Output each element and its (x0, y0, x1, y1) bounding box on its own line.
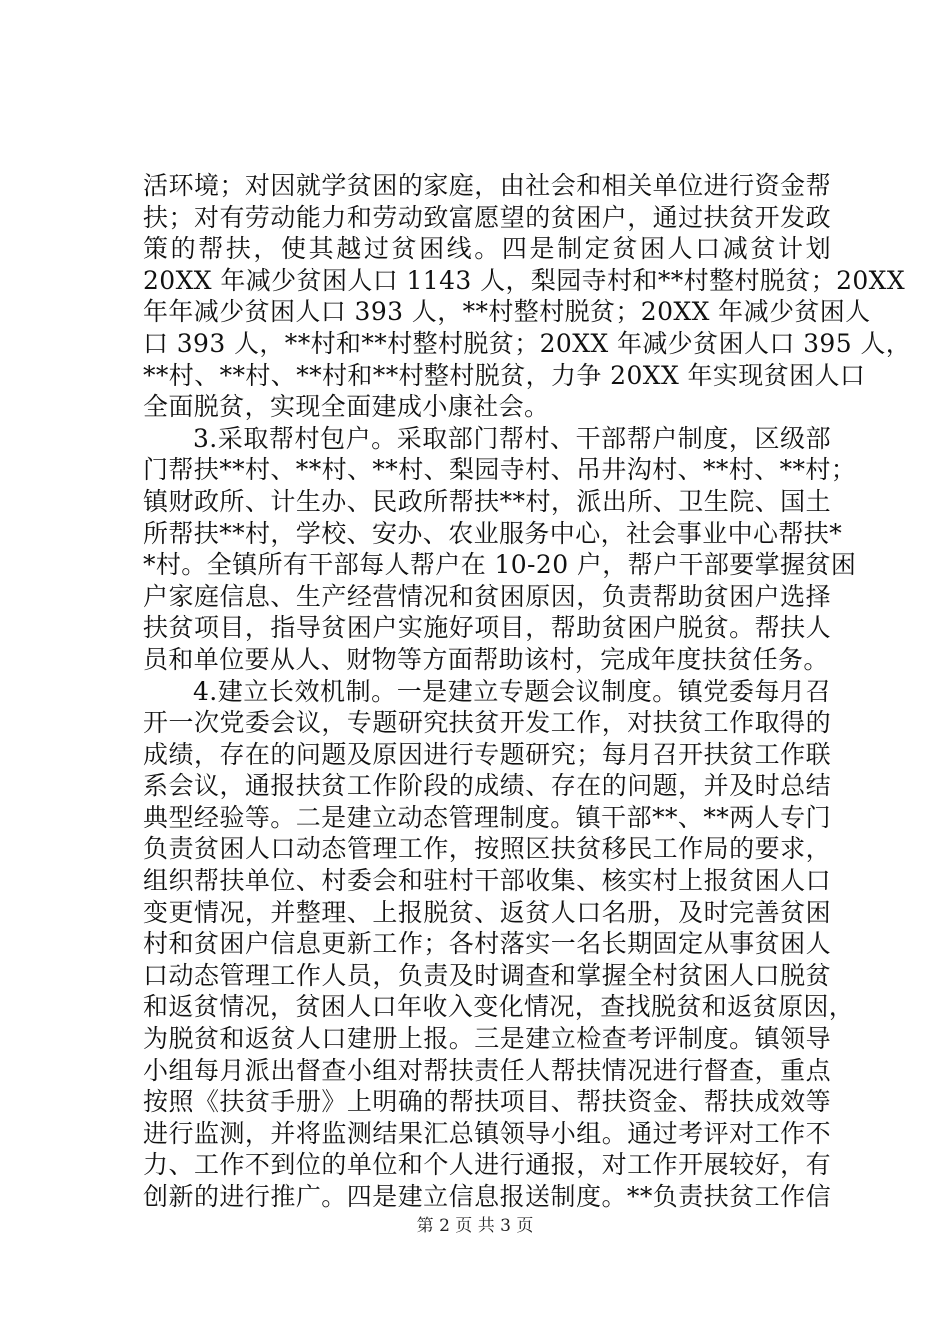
text-line: 镇财政所、计生办、民政所帮扶**村，派出所、卫生院、国土 (143, 486, 831, 516)
text-line: 组织帮扶单位、村委会和驻村干部收集、核实村上报贫困人口 (143, 866, 831, 896)
text-line: 变更情况，并整理、上报脱贫、返贫人口名册，及时完善贫困 (143, 897, 831, 927)
text-line: 典型经验等。二是建立动态管理制度。镇干部**、**两人专门 (143, 802, 831, 832)
text-line: 口动态管理工作人员，负责及时调查和掌握全村贫困人口脱贫 (143, 960, 831, 990)
text-line: 年年减少贫困人口 393 人，**村整村脱贫；20XX 年减少贫困人 (143, 297, 871, 327)
text-line: 3.采取帮村包户。采取部门帮村、干部帮户制度，区级部 (193, 423, 831, 453)
text-line: 扶贫项目，指导贫困户实施好项目，帮助贫困户脱贫。帮扶人 (143, 613, 831, 643)
text-line: 和返贫情况，贫困人口年收入变化情况，查找脱贫和返贫原因， (143, 992, 855, 1022)
text-line: 所帮扶**村，学校、安办、农业服务中心，社会事业中心帮扶* (143, 518, 843, 548)
text-line: 为脱贫和返贫人口建册上报。三是建立检查考评制度。镇领导 (143, 1024, 831, 1054)
document-body (143, 170, 912, 1213)
text-line: 小组每月派出督查小组对帮扶责任人帮扶情况进行督查，重点 (143, 1055, 831, 1085)
text-line: 创新的进行推广。四是建立信息报送制度。**负责扶贫工作信 (143, 1182, 831, 1211)
text-line: 开一次党委会议，专题研究扶贫开发工作，对扶贫工作取得的 (143, 708, 831, 738)
text-line: 力、工作不到位的单位和个人进行通报，对工作开展较好，有 (143, 1150, 831, 1180)
text-line: 按照《扶贫手册》上明确的帮扶项目、帮扶资金、帮扶成效等 (143, 1087, 831, 1117)
text-line: *村。全镇所有干部每人帮户在 10-20 户，帮户干部要掌握贫困 (143, 550, 857, 580)
text-line: 活环境；对因就学贫困的家庭，由社会和相关单位进行资金帮 (143, 171, 831, 200)
text-line: 策的帮扶，使其越过贫困线。四是制定贫困人口减贫计划 (143, 234, 831, 264)
text-line: 系会议，通报扶贫工作阶段的成绩、存在的问题，并及时总结 (143, 771, 831, 801)
text-line: 户家庭信息、生产经营情况和贫困原因，负责帮助贫困户选择 (143, 581, 831, 611)
text-line: 20XX 年减少贫困人口 1143 人，梨园寺村和**村整村脱贫；20XX (143, 265, 906, 295)
text-line: 门帮扶**村、**村、**村、梨园寺村、吊井沟村、**村、**村； (143, 455, 857, 485)
text-line: 进行监测，并将监测结果汇总镇领导小组。通过考评对工作不 (143, 1118, 831, 1148)
text-line: 口 393 人，**村和**村整村脱贫；20XX 年减少贫困人口 395 人， (143, 328, 912, 358)
text-line: 成绩，存在的问题及原因进行专题研究；每月召开扶贫工作联 (143, 739, 831, 769)
text-line: 4.建立长效机制。一是建立专题会议制度。镇党委每月召 (193, 676, 831, 706)
text-line: 员和单位要从人、财物等方面帮助该村，完成年度扶贫任务。 (143, 644, 829, 674)
text-line: 村和贫困户信息更新工作；各村落实一名长期固定从事贫困人 (143, 929, 831, 959)
text-line: 负责贫困人口动态管理工作，按照区扶贫移民工作局的要求， (143, 834, 831, 864)
page-number-footer: 第 2 页 共 3 页 (416, 1216, 534, 1236)
text-line: 全面脱贫，实现全面建成小康社会。 (143, 392, 550, 422)
text-line: 扶；对有劳动能力和劳动致富愿望的贫困户，通过扶贫开发政 (143, 202, 831, 232)
text-line: **村、**村、**村和**村整村脱贫，力争 20XX 年实现贫困人口 (143, 360, 866, 390)
